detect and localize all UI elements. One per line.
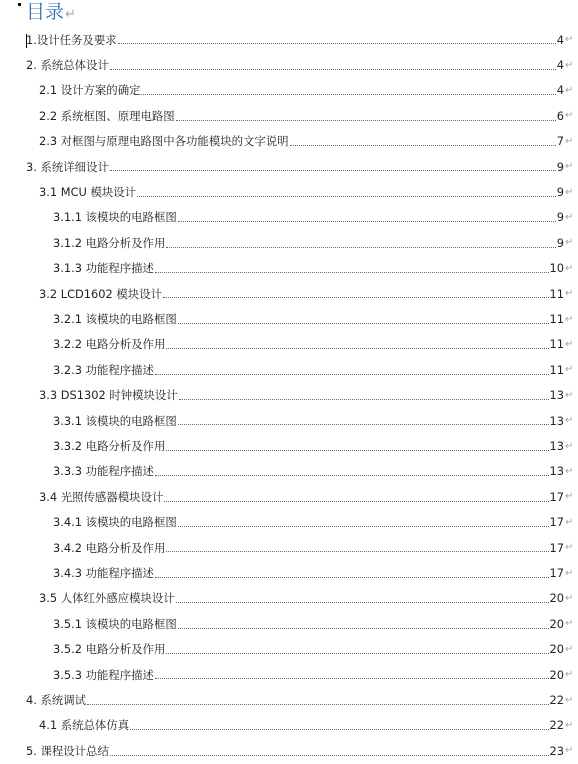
- toc-entry-page-number: 4: [556, 58, 564, 73]
- toc-dot-leader: [155, 373, 549, 375]
- toc-dot-leader: [110, 754, 549, 756]
- paragraph-mark-icon: ↵: [565, 237, 574, 249]
- toc-entry-title: 3.2.1 该模块的电路框图: [53, 312, 177, 327]
- toc-entry-page-number: 20: [549, 591, 564, 606]
- paragraph-mark-icon: ↵: [565, 186, 574, 198]
- toc-entry-page-number: 20: [549, 642, 564, 657]
- toc-dot-leader: [166, 246, 555, 248]
- paragraph-mark-icon: ↵: [565, 516, 574, 528]
- toc-entry-page-number: 9: [556, 210, 564, 225]
- toc-entry[interactable]: [0, 103, 578, 128]
- toc-entry[interactable]: [0, 154, 578, 179]
- toc-dot-leader: [110, 169, 556, 171]
- paragraph-mark-icon: ↵: [565, 567, 574, 579]
- toc-entry-page-number: 17: [549, 489, 564, 504]
- toc-entry-title: 3. 系统详细设计: [26, 159, 109, 174]
- toc-entry[interactable]: [0, 535, 578, 560]
- paragraph-mark-icon: ↵: [565, 313, 574, 325]
- toc-entry[interactable]: [0, 662, 578, 687]
- toc-entry-page-number: 23: [549, 743, 564, 758]
- toc-dot-leader: [141, 93, 555, 95]
- toc-entry[interactable]: [0, 129, 578, 154]
- toc-dot-leader: [155, 677, 549, 679]
- toc-dot-leader: [176, 119, 556, 121]
- toc-entry[interactable]: [0, 256, 578, 281]
- toc-entry-page-number: 11: [549, 286, 564, 301]
- toc-entry-title: 3.1.2 电路分析及作用: [53, 235, 166, 250]
- paragraph-mark-icon: ↵: [565, 84, 574, 96]
- toc-entry-page-number: 4: [556, 32, 564, 47]
- paragraph-mark-icon: ↵: [565, 338, 574, 350]
- toc-entry[interactable]: [0, 687, 578, 712]
- paragraph-mark-icon: ↵: [565, 34, 574, 46]
- toc-entry-title: 2. 系统总体设计: [26, 58, 109, 73]
- toc-dot-leader: [290, 144, 556, 146]
- toc-dot-leader: [155, 576, 549, 578]
- toc-dot-leader: [163, 296, 549, 298]
- toc-entry-page-number: 9: [556, 235, 564, 250]
- toc-entry[interactable]: [0, 408, 578, 433]
- paragraph-mark-icon: ↵: [565, 415, 574, 427]
- toc-dot-leader: [178, 627, 549, 629]
- toc-entry-title: 2.3 对框图与原理电路图中各功能模块的文字说明: [39, 134, 289, 149]
- toc-entry[interactable]: [0, 383, 578, 408]
- toc-dot-leader: [176, 601, 549, 603]
- toc-entry[interactable]: [0, 306, 578, 331]
- toc-entry-title: 3.3.3 功能程序描述: [53, 464, 154, 479]
- toc-entry-page-number: 11: [549, 362, 564, 377]
- toc-dot-leader: [166, 347, 548, 349]
- toc-dot-leader: [166, 449, 548, 451]
- toc-entry-title: 3.3.2 电路分析及作用: [53, 439, 166, 454]
- toc-entry[interactable]: [0, 27, 578, 52]
- toc-entry-title: 3.4 光照传感器模块设计: [39, 489, 164, 504]
- paragraph-mark-icon: ↵: [565, 694, 574, 706]
- toc-entry-page-number: 13: [549, 388, 564, 403]
- toc-heading: [26, 0, 76, 28]
- paragraph-mark-icon: ↵: [565, 592, 574, 604]
- toc-entry-page-number: 10: [549, 261, 564, 276]
- toc-entry[interactable]: [0, 586, 578, 611]
- toc-entry-title: 4.1 系统总体仿真: [39, 718, 130, 733]
- paragraph-mark-icon: ↵: [565, 719, 574, 731]
- toc-dot-leader: [178, 322, 549, 324]
- toc-dot-leader: [179, 398, 549, 400]
- toc-dot-leader: [130, 728, 548, 730]
- toc-dot-leader: [166, 550, 548, 552]
- toc-entry-title: 3.3.1 该模块的电路框图: [53, 413, 177, 428]
- paragraph-mark-icon: ↵: [565, 161, 574, 173]
- toc-entry-title: 3.4.2 电路分析及作用: [53, 540, 166, 555]
- paragraph-mark-icon: ↵: [565, 465, 574, 477]
- toc-entry-page-number: 17: [549, 566, 564, 581]
- toc-dot-leader: [178, 525, 549, 527]
- toc-entry-title: 4. 系统调试: [26, 693, 87, 708]
- toc-dot-leader: [164, 500, 548, 502]
- toc-entry-title: 3.4.1 该模块的电路框图: [53, 515, 177, 530]
- paragraph-mark-icon: ↵: [565, 110, 574, 122]
- toc-entry-page-number: 20: [549, 616, 564, 631]
- toc-entry[interactable]: [0, 611, 578, 636]
- toc-entry-title: 3.3 DS1302 时钟模块设计: [39, 388, 178, 403]
- paragraph-mark-icon: ↵: [565, 364, 574, 376]
- toc-entry[interactable]: [0, 230, 578, 255]
- paragraph-mark-icon: ↵: [565, 745, 574, 757]
- toc-entry[interactable]: [0, 713, 578, 738]
- toc-entry[interactable]: [0, 459, 578, 484]
- toc-dot-leader: [118, 42, 556, 44]
- toc-entry-page-number: 6: [556, 108, 564, 123]
- paragraph-mark-icon: ↵: [565, 262, 574, 274]
- paragraph-mark-icon: ↵: [565, 440, 574, 452]
- toc-entry[interactable]: [0, 332, 578, 357]
- toc-entry-page-number: 22: [549, 718, 564, 733]
- toc-dot-leader: [155, 271, 549, 273]
- toc-entry-page-number: 20: [549, 667, 564, 682]
- toc-entry-page-number: 9: [556, 185, 564, 200]
- toc-entry[interactable]: [0, 179, 578, 204]
- toc-entry-page-number: 4: [556, 83, 564, 98]
- paragraph-mark-icon: ↵: [565, 618, 574, 630]
- toc-entry-page-number: 11: [549, 337, 564, 352]
- toc-entry-title: 3.5 人体红外感应模块设计: [39, 591, 175, 606]
- toc-entry-title: 3.5.1 该模块的电路框图: [53, 616, 177, 631]
- toc-entry-title: 3.2.3 功能程序描述: [53, 362, 154, 377]
- toc-entry-page-number: 22: [549, 693, 564, 708]
- toc-entry-title: 3.1.3 功能程序描述: [53, 261, 154, 276]
- paragraph-mark-icon: ↵: [565, 491, 574, 503]
- toc-entry-title: 3.2.2 电路分析及作用: [53, 337, 166, 352]
- paragraph-bullet-mark: [18, 3, 21, 6]
- toc-dot-leader: [178, 423, 549, 425]
- toc-entry[interactable]: [0, 637, 578, 662]
- paragraph-mark-icon: ↵: [565, 542, 574, 554]
- toc-entry[interactable]: [0, 205, 578, 230]
- toc-entry-page-number: 17: [549, 515, 564, 530]
- toc-entry-page-number: 13: [549, 413, 564, 428]
- paragraph-mark-icon: ↵: [565, 389, 574, 401]
- paragraph-mark-icon: ↵: [65, 7, 76, 22]
- paragraph-mark-icon: ↵: [565, 288, 574, 300]
- toc-entry[interactable]: [0, 433, 578, 458]
- toc-entry[interactable]: [0, 52, 578, 77]
- toc-entry-title: 5. 课程设计总结: [26, 743, 109, 758]
- toc-entry[interactable]: [0, 738, 578, 763]
- toc-entry-title: 3.2 LCD1602 模块设计: [39, 286, 162, 301]
- toc-entry-page-number: 7: [556, 134, 564, 149]
- toc-heading-text: 目录: [26, 1, 65, 23]
- toc-entry-title: 2.1 设计方案的确定: [39, 83, 141, 98]
- paragraph-mark-icon: ↵: [565, 211, 574, 223]
- toc-dot-leader: [137, 195, 556, 197]
- toc-entry-page-number: 13: [549, 439, 564, 454]
- toc-dot-leader: [166, 652, 548, 654]
- toc-entry[interactable]: [0, 281, 578, 306]
- toc-entry-title: 3.5.2 电路分析及作用: [53, 642, 166, 657]
- toc-entry-title: 1.设计任务及要求: [26, 32, 117, 47]
- toc-dot-leader: [155, 474, 549, 476]
- toc-entry[interactable]: [0, 78, 578, 103]
- toc-entry-page-number: 17: [549, 540, 564, 555]
- toc-entry-title: 3.1 MCU 模块设计: [39, 185, 137, 200]
- toc-dot-leader: [87, 703, 548, 705]
- toc-entry-page-number: 11: [549, 312, 564, 327]
- toc-entry-title: 3.4.3 功能程序描述: [53, 566, 154, 581]
- toc-entry-title: 2.2 系统框图、原理电路图: [39, 108, 175, 123]
- toc-entry[interactable]: [0, 560, 578, 585]
- toc-entry[interactable]: [0, 510, 578, 535]
- paragraph-mark-icon: ↵: [565, 643, 574, 655]
- toc-entry[interactable]: [0, 357, 578, 382]
- toc-entry-title: 3.5.3 功能程序描述: [53, 667, 154, 682]
- toc-entry[interactable]: [0, 484, 578, 509]
- paragraph-mark-icon: ↵: [565, 135, 574, 147]
- toc-entry-title: 3.1.1 该模块的电路框图: [53, 210, 177, 225]
- toc-entry-page-number: 9: [556, 159, 564, 174]
- toc-entry-page-number: 13: [549, 464, 564, 479]
- toc-dot-leader: [178, 220, 556, 222]
- paragraph-mark-icon: ↵: [565, 59, 574, 71]
- toc-dot-leader: [110, 68, 556, 70]
- paragraph-mark-icon: ↵: [565, 669, 574, 681]
